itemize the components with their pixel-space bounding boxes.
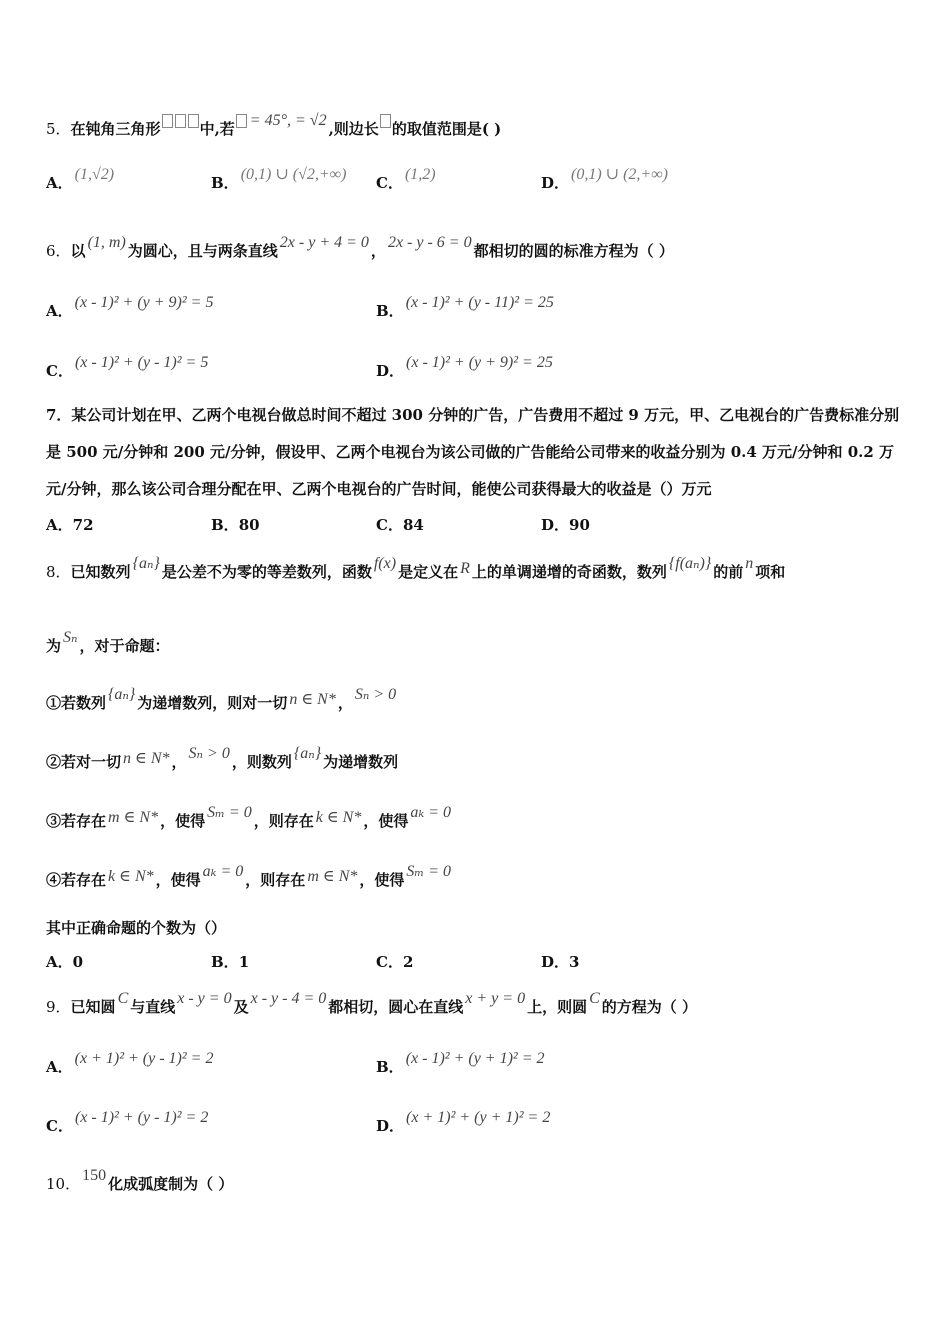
option-math: (x - 1)² + (y - 1)² = 5: [74, 354, 209, 371]
q9-text: 都相切，圆心在直线: [328, 998, 464, 1016]
q8-text: 项和: [755, 563, 786, 581]
q6-text-end: 都相切的圆的标准方程为（ ）: [473, 242, 674, 260]
q6-text-mid: 为圆心，且与两条直线: [127, 242, 278, 260]
prop-text: 为递增数列，则对一切: [137, 694, 288, 712]
q5-text-post: ,则边长: [328, 120, 379, 138]
q7-option-d: [541, 514, 590, 535]
prop-text: ②若对一切: [46, 753, 122, 771]
prop-math: k ∈ N*: [315, 809, 362, 826]
q9-text: 上，则圆: [527, 998, 588, 1016]
q6-option-a: [46, 294, 215, 321]
option-label: A．: [46, 516, 73, 534]
option-value: 72: [72, 516, 94, 534]
prop-math: aₖ = 0: [202, 863, 244, 880]
q5-option-b: [211, 166, 348, 193]
q9-text: 及: [233, 998, 249, 1016]
option-math: (x - 1)² + (y - 11)² = 25: [405, 294, 554, 311]
q6-center: (1, m): [87, 234, 126, 251]
q9-option-c: [46, 1109, 210, 1136]
q10-number: 10．: [46, 1175, 81, 1193]
q8-text: 是定义在: [398, 563, 459, 581]
missing-glyph-icon: [380, 114, 391, 128]
q8-math: Sₙ: [63, 629, 78, 646]
q10-angle: 150: [82, 1167, 107, 1184]
q9-text: 的方程为（ ）: [601, 998, 697, 1016]
q8-text: 已知数列: [70, 563, 131, 581]
q6-line-1: 2x - y + 4 = 0: [279, 234, 369, 251]
q6-line-2: 2x - y - 6 = 0: [387, 234, 472, 251]
q5-text-pre: 在钝角三角形: [70, 120, 161, 138]
prop-math: {aₙ}: [108, 686, 136, 703]
missing-glyph-icon: [236, 114, 247, 128]
q7-option-c: [376, 514, 424, 535]
option-label: C．: [46, 1117, 73, 1135]
q8-text: 是公差不为零的等差数列，函数: [161, 563, 372, 581]
prop-math: {aₙ}: [293, 745, 322, 762]
option-math: (1,2): [404, 166, 436, 183]
option-label: C．: [376, 174, 403, 192]
q8-text: 上的单调递增的奇函数，数列: [471, 563, 667, 581]
option-math: (x + 1)² + (y + 1)² = 2: [406, 1109, 551, 1126]
q6-comma: ，: [370, 242, 386, 260]
q5-condition: = 45°, = √2: [249, 112, 327, 129]
prop-text: ，使得: [363, 812, 409, 830]
prop-text: ，使得: [160, 812, 206, 830]
q9-math: x + y = 0: [465, 990, 526, 1007]
option-value: 3: [569, 953, 580, 971]
prop-math: Sₘ = 0: [207, 804, 252, 821]
q6-option-b: [376, 294, 556, 321]
q9-math: x - y - 4 = 0: [250, 990, 327, 1007]
option-label: C．: [46, 362, 73, 380]
q8-proposition-2: [46, 745, 399, 772]
question-9: [46, 990, 697, 1017]
prop-math: aₖ = 0: [410, 804, 452, 821]
option-label: D．: [541, 953, 570, 971]
prop-text: 为递增数列: [323, 753, 399, 771]
prop-math: Sₙ > 0: [354, 686, 397, 703]
question-7: 7．某公司计划在甲、乙两个电视台做总时间不超过 300 分钟的广告，广告费用不超过 9 万元，甲、乙电视台的广告费标准分别是 500 元/分钟和 200 元/分钟，假设甲、乙两个电视台为该公司做的广告能给公司带来的收益分别为 0.4 万元/分钟和 0.2 万元/分钟，那么该公司合理分配在甲、乙两个电视台的广告时间，能使公司获得最大的收益是（）万元: [46, 406, 900, 498]
prop-math: Sₙ > 0: [188, 745, 230, 762]
q5-text-mid: 中,若: [199, 120, 235, 138]
q5-option-c: [376, 166, 438, 193]
option-value: 90: [569, 516, 590, 534]
prop-text: ，: [337, 694, 353, 712]
question-8: [46, 555, 786, 582]
option-math: (x - 1)² + (y + 9)² = 25: [406, 354, 553, 371]
q8-line-2: [46, 629, 170, 656]
prop-text: ，: [171, 753, 187, 771]
prop-text: ，则存在: [253, 812, 314, 830]
option-label: D．: [541, 516, 570, 534]
option-value: 1: [238, 953, 250, 971]
option-label: C．: [376, 953, 403, 971]
q8-option-c: [376, 951, 413, 972]
option-label: C．: [376, 516, 403, 534]
q7-option-b: [211, 514, 260, 535]
q6-text-pre: 以: [70, 242, 86, 260]
q8-text: 为: [46, 637, 62, 655]
q5-text-end: 的取值范围是( ): [391, 120, 502, 138]
q10-text: 化成弧度制为（ ）: [108, 1175, 234, 1193]
q6-option-c: [46, 354, 210, 381]
q5-number: 5．: [46, 120, 71, 138]
prop-text: ，使得: [359, 871, 405, 889]
q8-number: 8．: [46, 563, 71, 581]
prop-math: k ∈ N*: [108, 868, 154, 885]
option-label: D．: [541, 174, 570, 192]
option-label: B．: [376, 302, 404, 320]
option-math: (1,√2): [74, 166, 115, 183]
q8-math: {f(aₙ)}: [668, 555, 712, 572]
option-label: D．: [376, 1117, 405, 1135]
option-value: 2: [402, 953, 414, 971]
q8-math: R: [460, 560, 470, 577]
option-value: 0: [72, 953, 84, 971]
q8-math: {aₙ}: [132, 555, 160, 572]
q8-text: ，对于命题：: [79, 637, 170, 655]
question-5: [46, 112, 502, 139]
prop-math: n ∈ N*: [123, 750, 170, 767]
q8-math: f(x): [373, 555, 397, 572]
prop-text: ④若存在: [46, 871, 107, 889]
option-label: B．: [211, 174, 239, 192]
q9-option-d: [376, 1109, 552, 1136]
q5-option-a: [46, 166, 116, 193]
q9-option-b: [376, 1050, 547, 1077]
option-label: A．: [46, 953, 73, 971]
missing-glyph-icon: [162, 114, 173, 128]
option-math: (x - 1)² + (y + 9)² = 5: [74, 294, 214, 311]
q8-option-b: [211, 951, 249, 972]
missing-glyph-icon: [175, 114, 186, 128]
option-value: 80: [238, 516, 260, 534]
question-10: [46, 1167, 234, 1194]
option-math: (x - 1)² + (y + 1)² = 2: [405, 1050, 545, 1067]
prop-math: m ∈ N*: [307, 868, 358, 885]
prop-text: ③若存在: [46, 812, 107, 830]
q8-math: n: [745, 555, 754, 572]
option-label: B．: [211, 953, 239, 971]
q6-number: 6．: [46, 242, 71, 260]
option-math: (x + 1)² + (y - 1)² = 2: [74, 1050, 214, 1067]
option-label: B．: [211, 516, 239, 534]
q8-proposition-3: [46, 804, 453, 831]
q6-option-d: [376, 354, 555, 381]
option-label: A．: [46, 174, 73, 192]
prop-math: n ∈ N*: [289, 691, 336, 708]
q9-math: C: [589, 990, 600, 1007]
q7-option-a: [46, 514, 94, 535]
q9-text: 已知圆: [70, 998, 116, 1016]
q9-math: C: [117, 990, 129, 1007]
q9-number: 9．: [46, 998, 71, 1016]
option-label: A．: [46, 302, 73, 320]
option-math: (0,1) ∪ (2,+∞): [571, 166, 668, 183]
option-label: D．: [376, 362, 405, 380]
option-math: (0,1) ∪ (√2,+∞): [240, 166, 347, 183]
q8-proposition-4: [46, 863, 453, 890]
q8-option-a: [46, 951, 83, 972]
q9-math: x - y = 0: [177, 990, 232, 1007]
option-math: (x - 1)² + (y - 1)² = 2: [74, 1109, 209, 1126]
option-value: 84: [402, 516, 424, 534]
prop-math: Sₘ = 0: [406, 863, 452, 880]
q9-text: 与直线: [130, 998, 176, 1016]
q8-text: 的前: [713, 563, 744, 581]
question-6: [46, 234, 674, 261]
option-label: B．: [376, 1058, 404, 1076]
prop-text: ①若数列: [46, 694, 107, 712]
prop-text: ，使得: [155, 871, 201, 889]
q8-summary: 其中正确命题的个数为（）: [46, 919, 227, 937]
q8-proposition-1: [46, 686, 398, 713]
q9-option-a: [46, 1050, 215, 1077]
prop-text: ，则数列: [231, 753, 292, 771]
q8-option-d: [541, 951, 579, 972]
q5-option-d: [541, 166, 670, 193]
missing-glyph-icon: [188, 114, 199, 128]
option-label: A．: [46, 1058, 73, 1076]
prop-text: ，则存在: [245, 871, 306, 889]
prop-math: m ∈ N*: [108, 809, 159, 826]
